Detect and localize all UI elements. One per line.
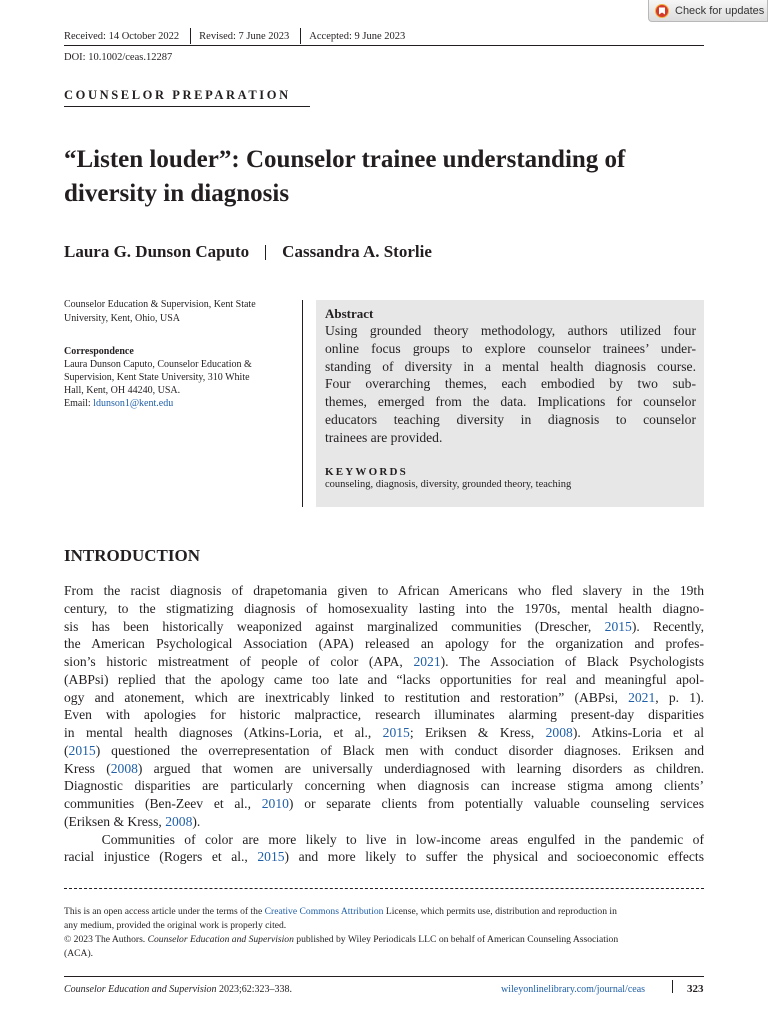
introduction-body: [64, 582, 704, 866]
email-label: Email:: [64, 398, 94, 409]
abstract-line: online focus groups to explore counselor trainees’ under-: [325, 340, 696, 356]
text-segment: From the racist diagnosis of drapetomania given to African Americans who fled slavery in the 19th: [64, 583, 704, 598]
doi: DOI: 10.1002/ceas.12287: [64, 52, 173, 63]
correspondence-line: Laura Dunson Caputo, Counselor Education &: [64, 359, 252, 370]
journal-url-link[interactable]: wileyonlinelibrary.com/journal/ceas: [501, 984, 646, 995]
section-rule: [64, 106, 310, 107]
correspondence-line: Hall, Kent, OH 44240, USA.: [64, 385, 181, 396]
abstract-line: themes, emerged from the data. Implications for counselor: [325, 394, 696, 410]
text-segment: ) argued that women are universally underdiagnosed with learning disorders as children.: [137, 760, 704, 776]
accepted-date: Accepted: 9 June 2023: [309, 30, 406, 42]
footnote-divider: [64, 888, 704, 889]
text-segment: the American Psychological Association (APA) released an apology for the organization and profes-: [64, 636, 704, 652]
affiliation: [64, 298, 284, 325]
text-line: [64, 582, 704, 600]
license-line: any medium, provided the original work is properly cited.: [64, 920, 287, 931]
introduction-heading: INTRODUCTION: [64, 546, 201, 565]
citation-link[interactable]: 2015: [382, 725, 410, 740]
citation-link[interactable]: 2008: [110, 760, 138, 776]
received-date: Received: 14 October 2022: [64, 30, 180, 42]
keywords: counseling, diagnosis, diversity, grounded theory, teaching: [325, 478, 572, 490]
citation-link[interactable]: 2010: [261, 796, 289, 811]
copyright-line: (ACA).: [64, 948, 94, 959]
text-segment: ogy and atonement, which are inextricably linked to restitution and restoration” (ABPsi,: [64, 689, 629, 705]
column-divider: [302, 300, 303, 507]
journal-citation: [64, 984, 292, 995]
section-label: COUNSELOR PREPARATION: [64, 88, 291, 102]
crossmark-icon: [655, 4, 669, 18]
correspondence-heading: Correspondence: [64, 346, 134, 357]
license-line: [64, 905, 704, 919]
text-segment: ).: [192, 813, 201, 829]
copyright-text: published by Wiley Periodicals LLC on behalf of American Counseling Association: [293, 934, 619, 945]
license-text: This is an open access article under the terms of the: [64, 906, 265, 917]
citation-link[interactable]: 2021: [413, 654, 441, 669]
text-segment: ). Recently,: [631, 618, 704, 634]
abstract-line: Four overarching themes, each embodied by two sub-: [325, 376, 696, 392]
text-line: [64, 635, 704, 653]
text-segment: (: [64, 742, 69, 758]
correspondence: [64, 345, 286, 410]
journal-name: Counselor Education and Supervision: [64, 984, 217, 995]
text-segment: ) questioned the overrepresentation of Black men with conduct disorder diagnoses. Eriksen and: [95, 742, 704, 758]
text-segment: ) or separate clients from potentially valuable counseling services: [288, 796, 704, 811]
text-line: [64, 848, 704, 866]
text-line: [64, 813, 704, 831]
text-line: [64, 600, 704, 618]
text-segment: (ABPsi) replied that the apology came too late and “lacks opportunities for real and meaningful apol-: [64, 671, 704, 687]
paragraph: [64, 831, 704, 867]
affiliation-line: University, Kent, Ohio, USA: [64, 312, 181, 324]
keywords-heading: KEYWORDS: [325, 465, 408, 478]
citation-link[interactable]: 2015: [257, 849, 285, 865]
text-segment: communities (Ben-Zeev et al.,: [64, 796, 262, 811]
text-segment: ). The Association of Black Psychologists: [440, 654, 705, 669]
text-segment: sion’s historic mistreatment of people of color (APA,: [64, 654, 414, 669]
text-segment: Even with apologies for historic malpractice, research illuminates alarming present-day disparities: [64, 707, 704, 723]
text-line: [64, 618, 704, 636]
text-line: [64, 689, 704, 707]
email-link[interactable]: ldunson1@kent.edu: [93, 398, 174, 409]
header-rule: [64, 45, 704, 46]
copyright-text: © 2023 The Authors.: [64, 934, 148, 945]
citation-link[interactable]: 2015: [68, 742, 96, 758]
title-line: diversity in diagnosis: [64, 180, 290, 207]
check-for-updates-button[interactable]: [648, 0, 768, 22]
citation-link[interactable]: 2008: [165, 813, 193, 829]
author-list: [64, 242, 432, 262]
journal-cite: 2023;62:323–338.: [216, 984, 293, 995]
text-line: [64, 724, 704, 742]
abstract-line: standing of diversity in a mental health diagnosis course.: [325, 358, 696, 374]
revised-date: Revised: 7 June 2023: [199, 30, 290, 42]
copyright-journal: Counselor Education and Supervision: [147, 934, 294, 945]
text-segment: sis has been historically weaponized against marginalized communities (Drescher,: [64, 618, 605, 634]
text-line: [64, 795, 704, 813]
license-link[interactable]: Creative Commons Attribution: [264, 906, 384, 917]
abstract-text: [325, 322, 696, 447]
abstract-line: Using grounded theory methodology, authors utilized four: [325, 323, 696, 338]
check-for-updates-label: Check for updates: [675, 4, 765, 17]
text-line: [64, 706, 704, 724]
license-text: License, which permits use, distribution and reproduction in: [383, 906, 617, 917]
publication-dates: [64, 28, 405, 44]
divider: [300, 28, 301, 44]
page-divider: [672, 980, 673, 993]
text-segment: ; Eriksen & Kress,: [409, 725, 546, 740]
citation-link[interactable]: 2021: [628, 689, 656, 705]
text-line: [64, 653, 704, 671]
citation-link[interactable]: 2008: [545, 725, 573, 740]
article-title: [64, 143, 724, 211]
author-name: Cassandra A. Storlie: [282, 242, 432, 261]
abstract-line: trainees are provided.: [325, 429, 443, 445]
text-segment: Diagnostic disparities are particularly concerning when diagnosis can increase stigma among clients’: [64, 778, 704, 794]
correspondence-email-line: [64, 397, 286, 410]
text-segment: , p. 1).: [655, 689, 704, 705]
text-segment: in mental health diagnoses (Atkins-Loria, et al.,: [64, 725, 383, 740]
text-segment: racial injustice (Rogers et al.,: [64, 849, 258, 865]
text-line: [64, 831, 704, 849]
paragraph: [64, 582, 704, 831]
text-segment: ) and more likely to suffer the physical and socioeconomic effects: [284, 849, 704, 865]
text-segment: century, to the stigmatizing diagnosis of homosexuality lasting into the 1970s, mental health diagno-: [64, 600, 704, 616]
text-line: [64, 760, 704, 778]
footer-rule: [64, 976, 704, 977]
title-line: “Listen louder”: Counselor trainee understanding of: [64, 146, 626, 173]
abstract-heading: Abstract: [325, 306, 374, 321]
divider: [190, 28, 191, 44]
text-segment: (Eriksen & Kress,: [64, 813, 166, 829]
text-line: [64, 671, 704, 689]
text-segment: ). Atkins-Loria et al: [572, 725, 704, 740]
abstract-box: [316, 300, 704, 507]
citation-link[interactable]: 2015: [604, 618, 632, 634]
author-name: Laura G. Dunson Caputo: [64, 242, 250, 261]
correspondence-line: Supervision, Kent State University, 310 White: [64, 372, 250, 383]
abstract-line: educators teaching diversity in diagnosis to counselor: [325, 411, 696, 427]
license-footnote: [64, 905, 704, 961]
text-line: [64, 742, 704, 760]
author-divider: [265, 245, 266, 260]
page-number: 323: [687, 983, 704, 995]
copyright-line: [64, 933, 704, 947]
affiliation-line: Counselor Education & Supervision, Kent State: [64, 299, 256, 310]
text-segment: Communities of color are more likely to live in low-income areas engulfed in the pandemic of: [64, 831, 704, 847]
text-line: [64, 777, 704, 795]
text-segment: Kress (: [64, 760, 111, 776]
